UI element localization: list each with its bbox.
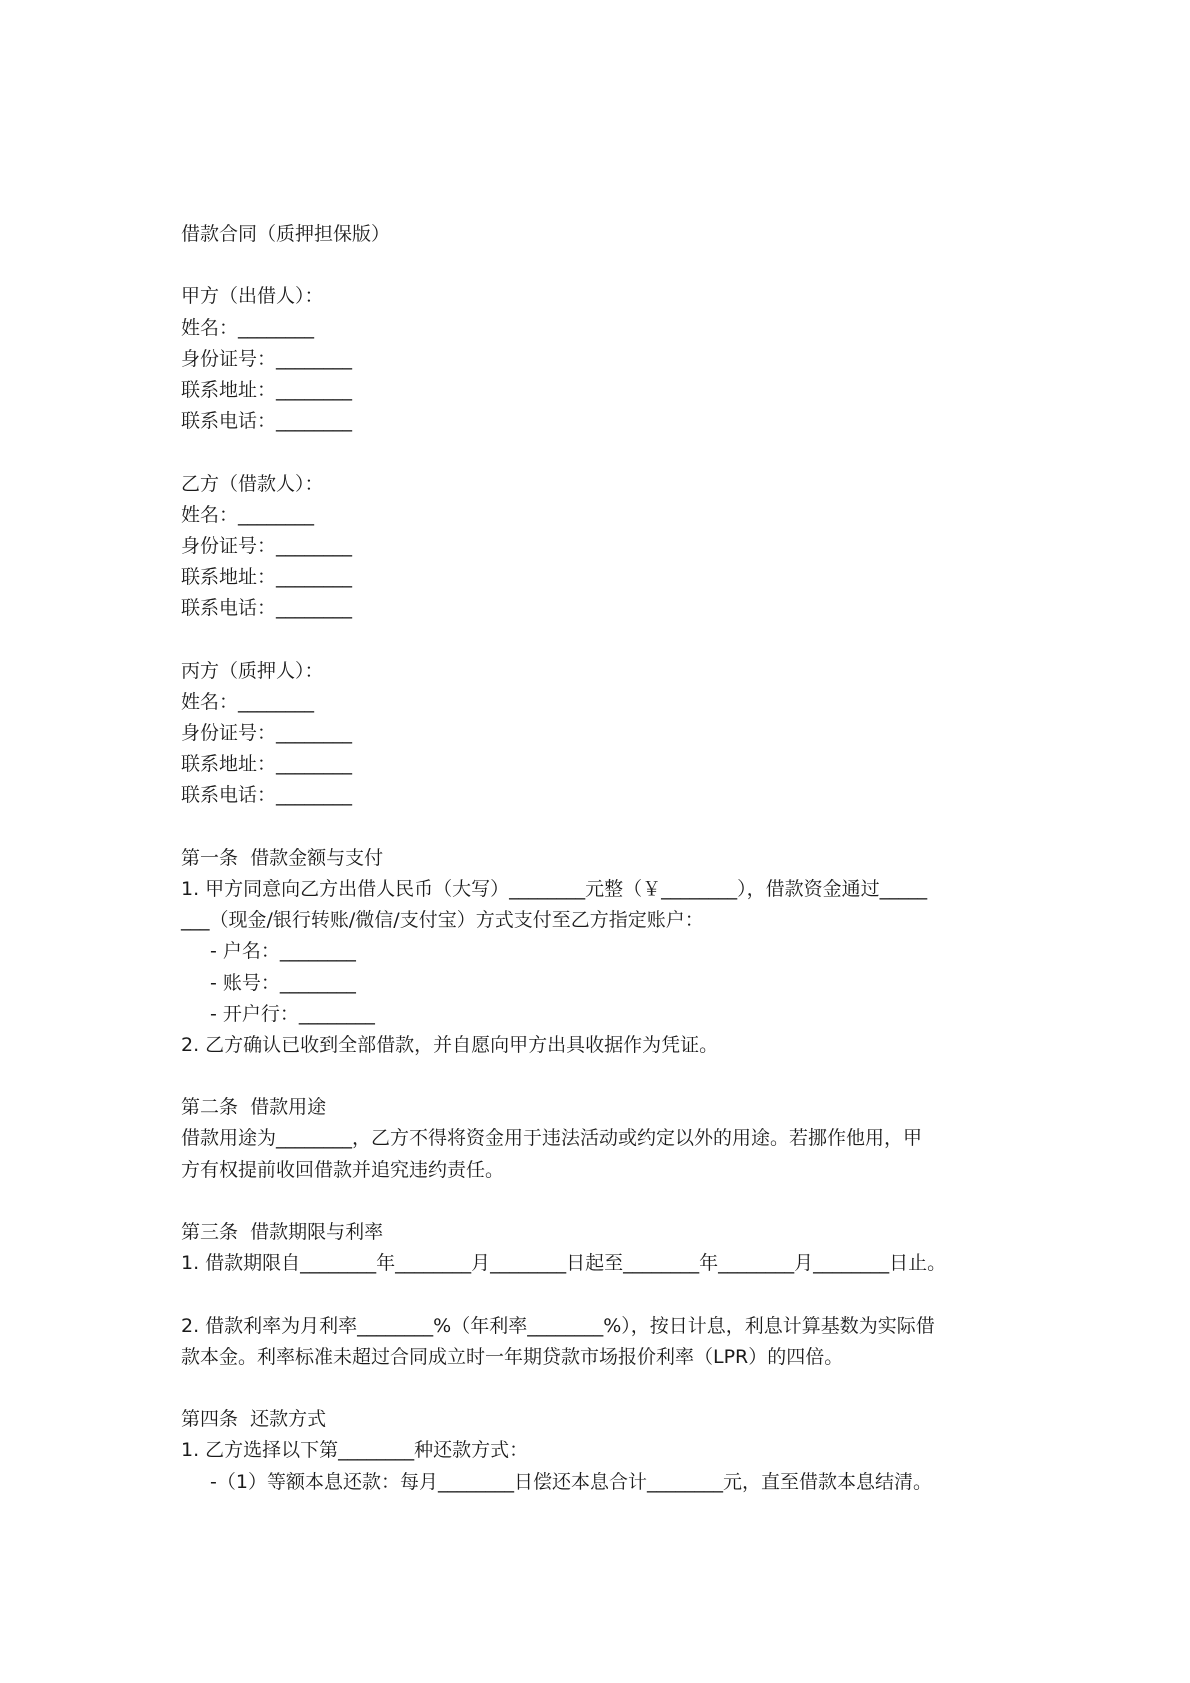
- article-4-section: [181, 1404, 1021, 1498]
- party-a-name-field: 姓名：________: [181, 316, 315, 339]
- party-c-address-field: 联系地址：________: [181, 753, 353, 776]
- party-a-address-field: 联系地址：________: [181, 378, 353, 401]
- repayment-option-1: -（1）等额本息还款：每月________日偿还本息合计________元，直至借款本息结清。: [210, 1470, 932, 1493]
- article-3-section: [181, 1217, 1021, 1373]
- contract-document: [181, 219, 1021, 1498]
- party-b-section: [181, 469, 1021, 625]
- party-c-phone-field: 联系电话：________: [181, 784, 353, 807]
- article-1-clause-1-line-2: ___（现金/银行转账/微信/支付宝）方式支付至乙方指定账户：: [181, 909, 704, 932]
- spacer: [181, 1186, 1021, 1217]
- spacer: [181, 1373, 1021, 1404]
- party-a-section: [181, 281, 1021, 437]
- party-b-id-field: 身份证号：________: [181, 534, 353, 557]
- party-b-phone-field: 联系电话：________: [181, 597, 353, 620]
- article-2-heading: 第二条 借款用途: [181, 1096, 327, 1119]
- party-a-id-field: 身份证号：________: [181, 347, 353, 370]
- party-c-heading: 丙方（质押人）：: [181, 659, 324, 682]
- article-1-section: [181, 843, 1021, 1061]
- party-c-section: [181, 656, 1021, 812]
- article-2-line-1: 借款用途为________，乙方不得将资金用于违法活动或约定以外的用途。若挪作他用，甲: [181, 1127, 923, 1150]
- spacer: [181, 250, 1021, 281]
- article-2-section: [181, 1092, 1021, 1186]
- spacer: [181, 437, 1021, 468]
- party-a-phone-field: 联系电话：________: [181, 410, 353, 433]
- party-c-id-field: 身份证号：________: [181, 722, 353, 744]
- article-3-clause-1: 1. 借款期限自________年________月________日起至________年________月________日止。: [181, 1252, 947, 1275]
- bank-field: - 开户行：________: [210, 1002, 375, 1025]
- account-name-field: - 户名：________: [210, 940, 356, 963]
- article-1-clause-1-line-1: 1. 甲方同意向乙方出借人民币（大写）________元整（￥________），借款资金通过_____: [181, 877, 928, 900]
- party-b-name-field: 姓名：________: [181, 503, 315, 526]
- article-3-heading: 第三条 借款期限与利率: [181, 1221, 384, 1243]
- article-3-clause-2-line-1: 2. 借款利率为月利率________%（年利率________%），按日计息，利息计算基数为实际借: [181, 1314, 935, 1337]
- party-b-heading: 乙方（借款人）：: [181, 472, 324, 495]
- spacer: [181, 812, 1021, 843]
- article-3-clause-2-line-2: 款本金。利率标准未超过合同成立时一年期贷款市场报价利率（LPR）的四倍。: [181, 1345, 844, 1368]
- article-4-clause-1: 1. 乙方选择以下第________种还款方式：: [181, 1439, 529, 1462]
- spacer: [181, 1279, 1021, 1310]
- account-number-field: - 账号：________: [210, 971, 356, 994]
- party-a-heading: 甲方（出借人）：: [181, 285, 324, 308]
- article-4-heading: 第四条 还款方式: [181, 1408, 327, 1431]
- article-2-line-2: 方有权提前收回借款并追究违约责任。: [181, 1158, 505, 1181]
- party-b-address-field: 联系地址：________: [181, 566, 353, 589]
- document-title: 借款合同（质押担保版）: [181, 223, 391, 245]
- spacer: [181, 1061, 1021, 1092]
- article-1-heading: 第一条 借款金额与支付: [181, 846, 384, 869]
- spacer: [181, 624, 1021, 655]
- party-c-name-field: 姓名：________: [181, 690, 315, 713]
- article-1-clause-2: 2. 乙方确认已收到全部借款，并自愿向甲方出具收据作为凭证。: [181, 1033, 719, 1056]
